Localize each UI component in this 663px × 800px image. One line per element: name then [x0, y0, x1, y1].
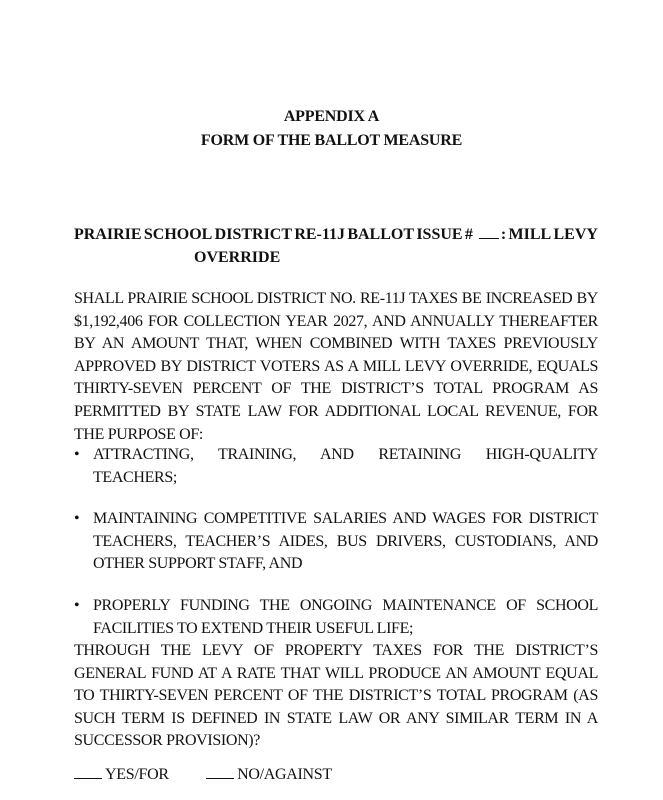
list-item [74, 508, 598, 576]
list-item-text: ATTRACTING, TRAINING, AND RETAINING HIGH-QUALITY TEACHERS; [93, 446, 598, 486]
list-item-text: PROPERLY FUNDING THE ONGOING MAINTENANCE OF SCHOOL FACILITIES TO EXTEND THEIR USEFUL LIFE; [93, 596, 598, 637]
bullet-icon: • [74, 446, 80, 463]
list-item [74, 595, 598, 640]
ballot-title-line-2: OVERRIDE [194, 249, 281, 266]
ballot-title [74, 223, 598, 269]
title-word: LEVY [553, 226, 598, 243]
hash-sign: # [464, 226, 473, 243]
bullet-icon: • [74, 596, 80, 614]
no-label: NO/AGAINST [237, 766, 332, 783]
ballot-question-intro: SHALL PRAIRIE SCHOOL DISTRICT NO. RE-11J TAXES BE INCREASED BY $1,192,406 FOR COLLECTION YEAR 2027, AND ANNUALLY THEREAFTER BY AN AMOUNT THAT, WHEN COMBINED WITH TAXES PREVIOUSLY APPROVED BY DISTRICT VOTERS AS A MILL LEVY OVERRIDE, EQUALS THIRTY-SEVEN PERCENT OF THE DISTRICT’S TOTAL PROGRAM AS PERMITTED BY STATE LAW FOR ADDITIONAL LOCAL REVENUE, FOR THE PURPOSE OF: [74, 290, 598, 443]
title-word: RE-11J [294, 226, 345, 243]
title-word: DISTRICT [214, 226, 293, 243]
yes-label: YES/FOR [105, 766, 169, 783]
vote-options [74, 764, 332, 786]
yes-vote-blank[interactable] [74, 766, 102, 779]
ballot-title-line-1 [74, 223, 598, 246]
bullet-icon: • [74, 510, 80, 528]
title-word: BALLOT [347, 226, 414, 243]
form-heading: FORM OF THE BALLOT MEASURE [200, 132, 463, 149]
appendix-heading: APPENDIX A [283, 108, 380, 125]
purpose-list [74, 444, 598, 640]
ballot-question-closing: THROUGH THE LEVY OF PROPERTY TAXES FOR THE DISTRICT’S GENERAL FUND AT A RATE THAT WILL PRODUCE AN AMOUNT EQUAL TO THIRTY-SEVEN PERCENT OF THE DISTRICT’S TOTAL PROGRAM (AS SUCH TERM IS DEFINED IN STATE LAW OR ANY SIMILAR TERM IN A SUCCESSOR PROVISION)? [74, 642, 598, 750]
title-word: MILL [508, 226, 552, 243]
colon: : [500, 226, 507, 243]
title-word: PRAIRIE [74, 226, 142, 243]
list-item-text: MAINTAINING COMPETITIVE SALARIES AND WAGES FOR DISTRICT TEACHERS, TEACHER’S AIDES, BUS DRIVERS, CUSTODIANS, AND OTHER SUPPORT STAFF, AND [93, 510, 598, 573]
title-word: ISSUE [416, 226, 463, 243]
no-vote-blank[interactable] [206, 766, 234, 779]
issue-number [465, 223, 506, 246]
list-item [74, 444, 598, 489]
issue-number-blank [479, 224, 499, 239]
title-word: SCHOOL [143, 226, 213, 243]
